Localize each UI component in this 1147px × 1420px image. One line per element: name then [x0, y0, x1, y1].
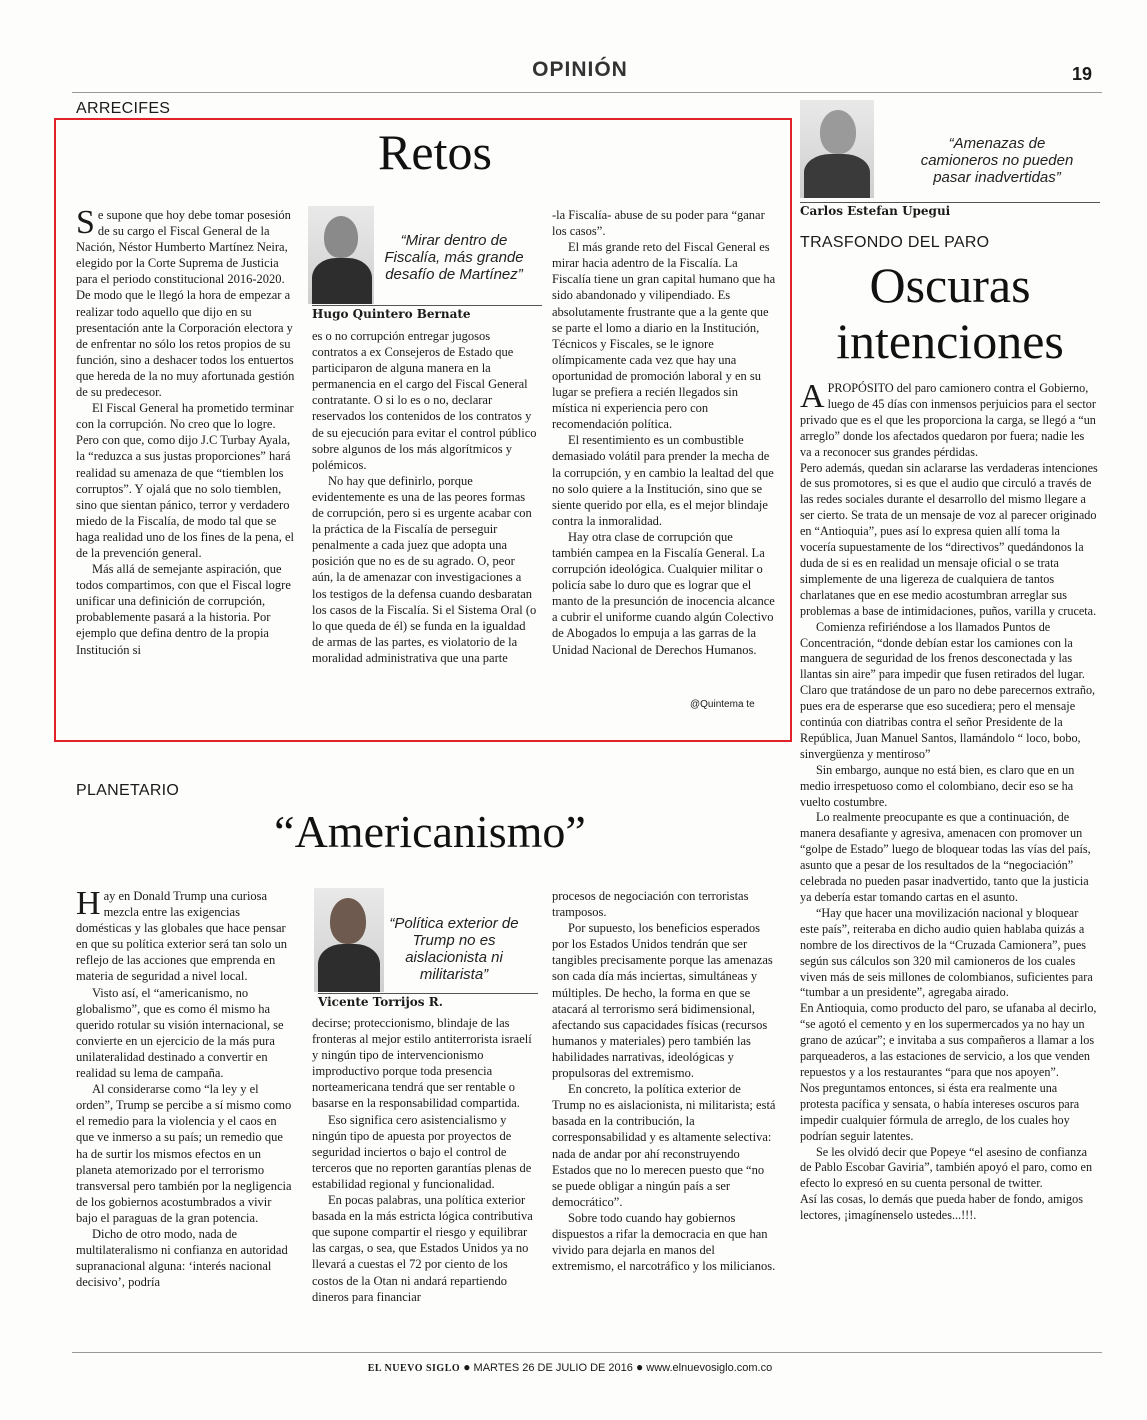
- americanismo-paragraph: Eso significa cero asistencialismo y ningún tipo de apuesta por proyectos de seguridad inciertos o bajo el control de terceros que no reporten garantías plenas de estabilidad regional y funcionalidad.: [312, 1112, 532, 1191]
- retos-paragraph: Hay otra clase de corrupción que también campea en la Fiscalía General. La corrupción ideológica. Cualquier militar o policía sabe lo duro que es lograr que el manto de la presunción de inocencia alcance a cubrir el uniforme cuando algún Colectivo de Abogados lo empuja a las garras de la Unidad Nacional de Derechos Humanos.: [552, 529, 775, 657]
- footer-date: MARTES 26 DE JULIO DE 2016: [473, 1362, 633, 1374]
- column-title-arrecifes: ARRECIFES: [76, 100, 171, 117]
- portrait-head: [330, 898, 366, 944]
- portrait-body: [318, 944, 380, 992]
- oscuras-column: [800, 378, 1098, 1224]
- oscuras-paragraph: Se les olvidó decir que Popeye “el asesino de confianza de Pablo Escobar Gaviria”, también apoyó el paro, como en efecto lo expresó en su cuenta personal de twitter.: [800, 1144, 1093, 1191]
- retos-author: Hugo Quintero Bernate: [312, 305, 542, 321]
- americanismo-author: Vicente Torrijos R.: [318, 993, 538, 1009]
- americanismo-column-2: [312, 1015, 538, 1305]
- retos-paragraph: -la Fiscalía- abuse de su poder para “ganar los casos”.: [552, 208, 765, 239]
- oscuras-paragraph: Pero además, quedan sin aclararse las verdaderas intenciones de sus promotores, si es que el audio que circuló a través de las redes sociales durante el desarrollo del mismo llegare a ser cierto. Se trata de un mensaje de voz al parecer originado en “Antioquia”, pues así lo expresa quien allí toma la vocería supuestamente de los “directivos” quedándonos la duda de si es en realidad un mensaje oficial o se trata simplemente de una ligereza de cualquiera de tantos charlatanes que en ese medio acostumbran arreglar sus problemas a base de intimidaciones, puños, varilla y cruceta.: [800, 460, 1098, 618]
- oscuras-paragraph: Comienza refiriéndose a los llamados Puntos de Concentración, “donde debían estar los camiones con la manguera de seguridad de los frenos desconectada y las llantas sin aire” para impedir que fusen retirados del lugar.: [800, 619, 1085, 682]
- americanismo-column-3: [552, 888, 776, 1274]
- section-title: OPINIÓN: [532, 58, 628, 81]
- retos-column-2: [312, 328, 538, 666]
- portrait-body: [312, 258, 372, 304]
- oscuras-headline-line2: intenciones: [836, 313, 1064, 369]
- oscuras-paragraph: Claro que tratándose de un paro no debe parecernos extraño, pues era de esperarse que eso sucediera; pero el mensaje continúa con diatribas contra el señor Presidente de la República, Juan Manuel Santos, llamándolo “ loco, bobo, sinvergüenza y mentiroso”: [800, 683, 1096, 761]
- oscuras-paragraph: A PROPÓSITO del paro camionero contra el Gobierno, luego de 45 días con inmensos perjuicios para el sector privado que es el que les proporciona la carga, se llegó a “un arreglo” donde los afectados quedaron por fuera; nadie les va a reconocer sus grandes pérdidas.: [800, 378, 1096, 459]
- americanismo-paragraph: Al considerarse como “la ley y el orden”, Trump se percibe a sí mismo como el remedio para la violencia y el caos en que ve inmerso a su país; un remedio que ha de surtir los mismos efectos en un planeta atemorizado por el terrorismo transversal pero también por la negligencia de los gobiernos acostumbrados a vivir bajo el paraguas de la gran potencia.: [76, 1082, 292, 1225]
- americanismo-paragraph: Visto así, el “americanismo, no globalismo”, que es como él mismo ha querido rotular su visión internacional, se convierte en un ejercicio de la más pura unilateralidad destinado a convertir en realidad su lema de campaña.: [76, 985, 284, 1081]
- header-rule: [72, 92, 1102, 93]
- retos-paragraph: No hay que definirlo, porque evidentemente es una de las peores formas de corrupción, pero si es urgente acabar con la práctica de la Fiscalía de perseguir penalmente a cada juez que adopta una posición que no es de su agrado. O, peor aún, la de amenazar con investigaciones a los testigos de la defensa cuando desbaratan los casos de la Fiscalía. Si el Sistema Oral (o lo que queda de él) se funda en la igualdad de armas de las partes, es violatorio de la moralidad administrativa que una parte: [312, 473, 537, 665]
- americanismo-pull-quote: “Política exterior de Trump no es aislacionista ni militarista”: [389, 915, 519, 983]
- drop-cap: S: [76, 204, 95, 241]
- oscuras-paragraph: Así las cosas, lo demás que pueda haber de fondo, amigos lectores, ¡imagínenselo ustedes...!!!.: [800, 1192, 1083, 1223]
- oscuras-headline-line1: Oscuras: [869, 257, 1031, 313]
- footer-url[interactable]: www.elnuevosiglo.com.co: [646, 1362, 773, 1374]
- drop-cap: A: [800, 378, 825, 415]
- oscuras-paragraph: Nos preguntamos entonces, si ésta era realmente una protesta pacífica y sensata, o había intereses oscuros para impedir cualquier fórmula de arreglo, de los cuales hoy podrían seguir latentes.: [800, 1080, 1080, 1143]
- retos-column-1: [76, 204, 298, 658]
- americanismo-headline: “Americanismo”: [274, 806, 586, 857]
- portrait-head: [820, 110, 856, 154]
- oscuras-author: Carlos Estefan Upegui: [800, 202, 1100, 218]
- column-title-trasfondo: TRASFONDO DEL PARO: [800, 234, 990, 251]
- footer: [300, 1360, 840, 1374]
- footer-rule: [72, 1352, 1102, 1353]
- drop-cap: H: [76, 885, 101, 922]
- retos-paragraph: El más grande reto del Fiscal General es mirar hacia adentro de la Fiscalía. La Fiscalía tiene un gran capital humano que ha sido abandonado y vilipendiado. Es absolutamente frustrante que a la gente que se parte el lomo a diario en la Institución, Técnicos y Fiscales, se le ignore olímpicamente cada vez que hay una oportunidad de promoción laboral y en su lugar se prefiera a recién llegados sin mística ni experiencia pero con recomendación política.: [552, 240, 776, 432]
- page-number: 19: [1072, 64, 1093, 84]
- bullet-icon: ●: [635, 1360, 644, 1374]
- retos-column-3: [552, 207, 776, 658]
- retos-paragraph: El resentimiento es un combustible demasiado volátil para prender la mecha de la corrupción, y en cambio la lealtad del que no solo quiere a la Institución, sino que se siente querido por ella, es el mejor blindaje contra la inmoralidad.: [552, 433, 774, 528]
- oscuras-paragraph: Sin embargo, aunque no está bien, es claro que en un medio irrespetuoso como el colombiano, decir eso se ha vuelto costumbre.: [800, 762, 1075, 809]
- author-photo-quintero: [308, 206, 374, 304]
- americanismo-paragraph: procesos de negociación con terroristas tramposos.: [552, 889, 749, 920]
- footer-paper-name: EL NUEVO SIGLO: [367, 1363, 461, 1374]
- americanismo-column-1: [76, 885, 296, 1290]
- retos-paragraph: Se supone que hoy debe tomar posesión de su cargo el Fiscal General de la Nación, Néstor Humberto Martínez Neira, elegido por la Corte Suprema de Justicia para el periodo constitucional 2016-2020. De modo que le llegó la hora de empezar a realizar todo aquello que dijo en su presentación ante la Corporación electora y de enfrentar no sólo los retos propios de su función, sino a deshacer todos los entuertos que hereda de la no muy afortunada gestión de su predecesor.: [76, 204, 295, 400]
- oscuras-paragraph: En Antioquia, como producto del paro, se ufanaba al decirlo, “se agotó el cemento y en los supermercados ya no hay un grano de azúcar”; e invitaba a sus compañeros a llamar a los parqueaderos, a las estaciones de servicio, a los que venden repuestos y a los restaurantes “para que nos apoyen”.: [800, 1001, 1097, 1079]
- americanismo-paragraph: Hay en Donald Trump una curiosa mezcla entre las exigencias domésticas y las globales que hace pensar en que su política exterior será tan solo un reflejo de las acciones que emprenda en materia de seguridad a nivel local.: [76, 885, 288, 984]
- retos-headline: Retos: [378, 124, 492, 180]
- oscuras-pull-quote: “Amenazas de camioneros no pueden pasar inadvertidas”: [920, 135, 1074, 186]
- americanismo-paragraph: Sobre todo cuando hay gobiernos dispuestos a rifar la democracia en que han vivido para dejarla en manos del extremismo, el narcotráfico y los milicianos.: [552, 1210, 776, 1274]
- oscuras-paragraph: Lo realmente preocupante es que a continuación, de manera desafiante y agresiva, amenacen con promover un “golpe de Estado” luego de bloquear todas las vías del país, asunto que a pesar de los resultados de la “negociación” celebrada no pueden pasar inadvertido, tanto que la justicia ya debería estar tomando cartas en el asunto.: [800, 810, 1091, 904]
- column-title-planetario: PLANETARIO: [76, 782, 180, 799]
- retos-pull-quote: “Mirar dentro de Fiscalía, más grande desafío de Martínez”: [384, 232, 524, 283]
- retos-paragraph: es o no corrupción entregar jugosos contratos a ex Consejeros de Estado que participaron de alguna manera en la permanencia en el cargo del Fiscal General contratante. O si lo es o no, declarar reservados los contenidos de los contratos y de su ejecución para evitar el control público sobre algunos de los más algorítmicos y polémicos.: [312, 329, 537, 472]
- retos-paragraph: El Fiscal General ha prometido terminar con la corrupción. No creo que lo logre. Pero con que, como dijo J.C Turbay Ayala, la “reduzca a sus justas proporciones” hará realidad su amenaza de que “tiemblen los corruptos”. Y ojalá que no solo tiemblen, sino que sientan pánico, terror y verdadero miedo de la Fiscalía, de modo tal que se haga realidad uno de los fines de la pena, el de la prevención general.: [76, 401, 294, 560]
- oscuras-paragraph: “Hay que hacer una movilización nacional y bloquear este país”, reiteraba en dicho audio quien hablaba quizás a nombre de los directivos de la “Cruzada Camionera”, pues según sus cálculos son 320 mil camioneros de los cuales viven más de seis millones de colombianos, suficientes para “tumbar a un presidente”, agregaba airado.: [800, 905, 1093, 1000]
- americanismo-paragraph: Por supuesto, los beneficios esperados por los Estados Unidos tendrán que ser tangibles precisamente porque las amenazas son cada día más inciertas, simultáneas y múltiples. De hecho, la forma en que se atacará al terrorismo será bidimensional, afectando sus capacidades físicas (recursos humanos y materiales) pero también las habilidades narrativas, ideológicas y propulsoras del extremismo.: [552, 921, 773, 1081]
- americanismo-paragraph: decirse; proteccionismo, blindaje de las fronteras al mejor estilo antiterrorista israelí y ningún tipo de intervencionismo improductivo porque toda presencia norteamericana tendrá que ser rentable o basarse en la responsabilidad compartida.: [312, 1016, 532, 1111]
- twitter-handle: @Quintema te: [690, 699, 755, 710]
- portrait-body: [804, 154, 870, 198]
- portrait-head: [324, 216, 358, 258]
- retos-paragraph: Más allá de semejante aspiración, que todos compartimos, con que el Fiscal logre unificar una definición de corrupción, probablemente pasará a la historia. Por ejemplo que defina dentro de la propia Institución si: [76, 562, 291, 657]
- bullet-icon: ●: [463, 1360, 471, 1374]
- americanismo-paragraph: En concreto, la política exterior de Trump no es aislacionista, ni militarista; está basada en la contribución, la corresponsabilidad y es altamente selectiva: nada de andar por ahí reconstruyendo Estados que no lo merecen puesto que “no se puede obligar a ningún país a ser democrático”.: [552, 1082, 776, 1209]
- americanismo-paragraph: Dicho de otro modo, nada de multilateralismo ni confianza en autoridad supranacional alguna: ‘interés nacional decisivo’, podría: [76, 1226, 288, 1290]
- americanismo-paragraph: En pocas palabras, una política exterior basada en la más estricta lógica contributiva que supone compartir el riesgo y equilibrar las cargas, o sea, que Estados Unidos ya no llevará a cuestas el 72 por ciento de los costos de la Otan ni andará repartiendo dineros para financiar: [312, 1193, 533, 1304]
- author-photo-estefan: [800, 100, 874, 198]
